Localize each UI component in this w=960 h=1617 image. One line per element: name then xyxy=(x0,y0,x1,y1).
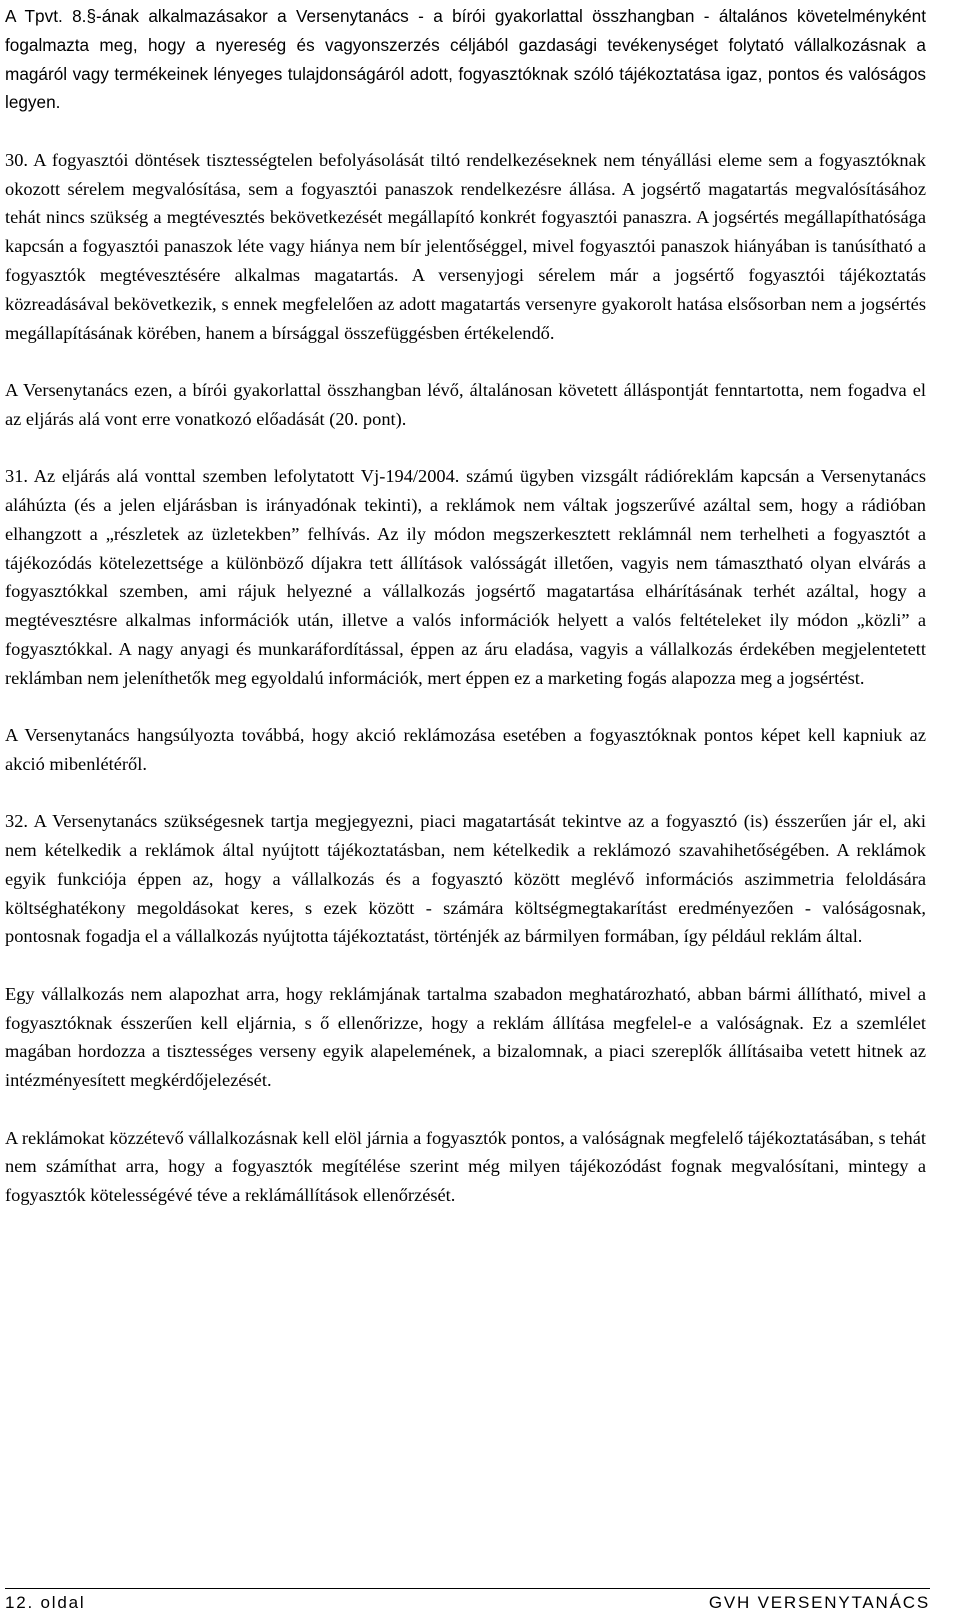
paragraph-30: 30. A fogyasztói döntések tisztességtelen befolyásolását tiltó rendelkezéseknek nem tényállási eleme sem a fogyasztóknak okozott sérelem megvalósítása, sem a fogyasztói panaszok rendelkezésre állása. A jogsértő magatartás megvalósításához tehát nincs szükség a megtévesztés bekövetkezését megállapító konkrét fogyasztói panaszra. A jogsértés megállapíthatósága kapcsán a fogyasztói panaszok léte vagy hiánya nem bír jelentőséggel, mivel fogyasztói panaszok hiányában is tanúsítható a fogyasztók megtévesztésére alkalmas magatartás. A versenyjogi sérelem már a jogsértő fogyasztói tájékoztatás közreadásával bekövetkezik, s ennek megfelelően az adott magatartás versenyre gyakorolt hatása elsősorban nem a jogsértés megállapításának körében, hanem a bírsággal összefüggésben értékelendő. xyxy=(5,149,926,343)
paragraph-tpvt-8: A Tpvt. 8.§-ának alkalmazásakor a Versenytanács - a bírói gyakorlattal összhangban - általános követelményként fogalmazta meg, hogy a nyereség és vagyonszerzés céljából gazdasági tevékenységet folytató vállalkozásnak a magáról vagy termékeinek lényeges tulajdonságáról adott, fogyasztóknak szóló tájékoztatása igaz, pontos és valóságos legyen. xyxy=(5,6,926,113)
document-page xyxy=(5,2,926,1239)
paragraph-32: 32. A Versenytanács szükségesnek tartja megjegyezni, piaci magatartását tekintve az a fogyasztó (is) ésszerűen jár el, aki nem kételkedik a reklámok által nyújtott tájékoztatásban, nem kételkedik a reklámozó szavahihetőségében. A reklámok egyik funkciója éppen az, hogy a vállalkozás és a fogyasztó között meglévő információs aszimmetria feloldására költséghatékony megoldásokat keres, s ezek között - számára költségmegtakarítást eredményezően - valóságosnak, pontosnak fogadja el a vállalkozás nyújtotta tájékoztatást, történjék az bármilyen formában, így például reklám által. xyxy=(5,811,926,947)
page-footer xyxy=(5,1592,930,1614)
paragraph-31: 31. Az eljárás alá vonttal szemben lefolytatott Vj-194/2004. számú ügyben vizsgált rádióreklám kapcsán a Versenytanács aláhúzta (és a jelen eljárásban is irányadónak tekinti), a reklámok nem váltak jogszerűvé azáltal sem, hogy a rádióban elhangzott a „részletek az üzletekben” felhívás. Az ily módon megszerkesztett reklámnál nem terhelheti a fogyasztót a tájékozódás kötelezettsége a különböző díjakra tett állítások valósságát illetően, vagyis nem támasztható olyan elvárás a fogyasztókkal szemben, ami rájuk helyezné a vállalkozás jogsértő magatartása elhárításának terhét azáltal, hogy a megtévesztésre alkalmas információk után, illetve a valós információk helyett a valós feltételeket ily módon „közli” a fogyasztókkal. A nagy anyagi és munkaráfordítással, éppen az áru eladása, vagyis a vállalkozás érdekében megjelentetett reklámban nem jeleníthetők meg egyoldalú információk, mert éppen ez a marketing fogás alapozza meg a jogsértést. xyxy=(5,466,926,688)
paragraph-versenytanacs-allaspont: A Versenytanács ezen, a bírói gyakorlattal összhangban lévő, általánosan követett álláspontját fenntartotta, nem fogadva el az eljárás alá vont erre vonatkozó előadását (20. pont). xyxy=(5,379,926,429)
paragraph-akcio-reklamozas: A Versenytanács hangsúlyozta továbbá, hogy akció reklámozása esetében a fogyasztóknak pontos képet kell kapniuk az akció mibenlétéről. xyxy=(5,725,926,774)
paragraph-vallalkozas-reklam: Egy vállalkozás nem alapozhat arra, hogy reklámjának tartalma szabadon meghatározható, abban bármi állítható, mivel a fogyasztóknak ésszerűen kell eljárnia, s ő ellenőrizze, hogy a reklám állítása megfelel-e a valóságnak. Ez a szemlélet magában hordozza a tisztességes verseny egyik alapelemének, a bizalomnak, a piaci szereplők állításaiba vetett hitnek az intézményesített megkérdőjelezését. xyxy=(5,983,926,1091)
footer-organization: GVH VERSENYTANÁCS xyxy=(708,1593,930,1612)
paragraph-reklamokat-kozzetevo: A reklámokat közzétevő vállalkozásnak kell elöl járnia a fogyasztók pontos, a valóságnak megfelelő tájékoztatásában, s tehát nem számíthat arra, hogy a fogyasztók megítélése szerint még milyen tájékozódást fognak megvalósítani, mintegy a fogyasztók kötelességévé téve a reklámállítások ellenőrzését. xyxy=(5,1127,926,1206)
footer-divider xyxy=(5,1588,930,1589)
page-number: 12. oldal xyxy=(5,1593,86,1612)
